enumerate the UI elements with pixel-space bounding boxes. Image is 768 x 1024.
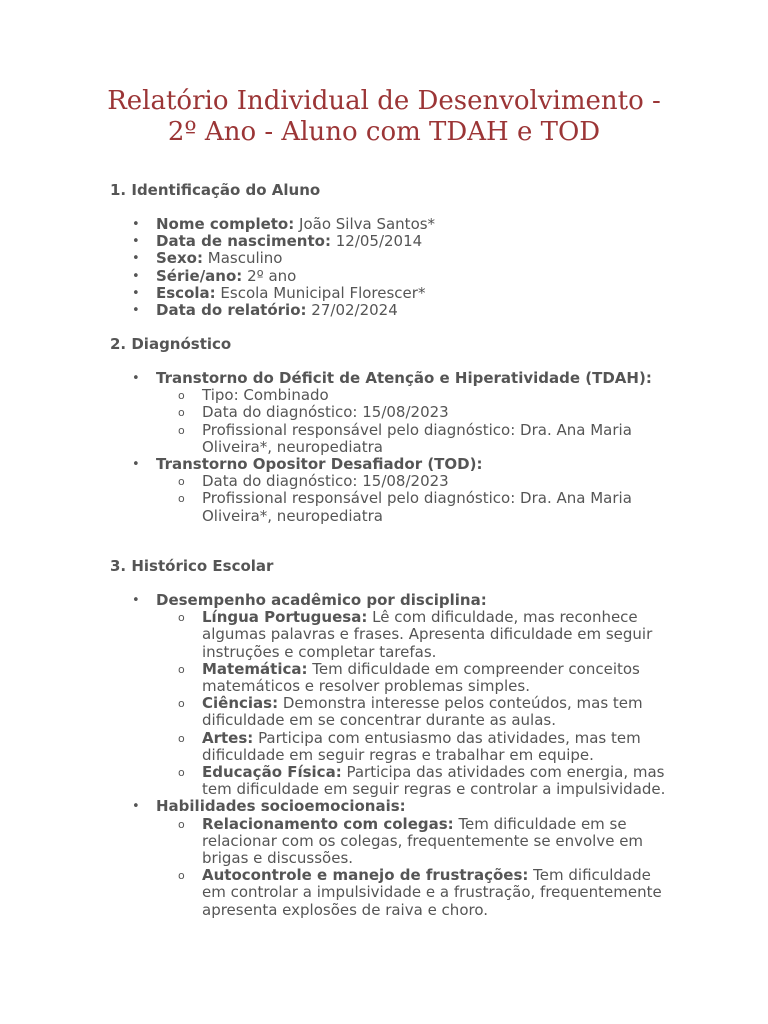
page-title: Relatório Individual de Desenvolvimento - 2º Ano - Aluno com TDAH e TOD — [107, 86, 661, 147]
skill-label: Autocontrole e manejo de frustrações: — [202, 866, 529, 885]
field-value: Masculino — [207, 249, 283, 268]
group-label-academic: Desempenho acadêmico por disciplina: — [156, 591, 487, 609]
sub-list — [156, 473, 670, 525]
list-item — [110, 233, 670, 250]
diagnosis-list — [110, 370, 670, 525]
field-value: 27/02/2024 — [311, 301, 398, 320]
field-value: 12/05/2014 — [335, 232, 423, 251]
history-list — [110, 592, 670, 919]
field-label: Nome completo: — [156, 215, 295, 233]
sub-list-item — [156, 867, 670, 919]
subject-label: Educação Física: — [202, 763, 342, 782]
sub-list-item — [156, 764, 670, 798]
list-item — [110, 592, 670, 798]
subject-label: Artes: — [202, 728, 254, 747]
sub-list — [156, 609, 670, 798]
field-value: João Silva Santos* — [299, 215, 436, 233]
list-item — [110, 268, 670, 285]
sub-list-item: o Profissional responsável pelo diagnóstico: Dra. Ana Maria Oliveira*, neuropediatra — [156, 490, 670, 524]
sub-list-item — [156, 695, 670, 729]
subject-text: Lê com dificuldade, mas reconhece algumas palavras e frases. Apresenta dificuldade em seguir instruções e completar tarefas. — [202, 608, 653, 661]
sub-list-item — [156, 730, 670, 764]
subject-text: Tem dificuldade em compreender conceitos matemáticos e resolver problemas simples. — [202, 659, 640, 696]
sub-list-item: o Profissional responsável pelo diagnóstico: Dra. Ana Maria Oliveira*, neuropediatra — [156, 422, 670, 456]
field-value: Escola Municipal Florescer* — [220, 283, 426, 302]
section-heading-identificacao: 1. Identificação do Aluno — [110, 181, 321, 199]
list-item — [110, 216, 670, 233]
list-item — [110, 302, 670, 319]
field-label: Sexo: — [156, 249, 203, 268]
field-label: Escola: — [156, 283, 216, 302]
section-heading-historico: 3. Histórico Escolar — [110, 557, 274, 575]
list-item — [110, 798, 670, 918]
list-item — [110, 285, 670, 302]
skill-text: Tem dificuldade em controlar a impulsividade e a frustração, frequentemente apresenta explosões de raiva e choro. — [202, 866, 662, 919]
diagnosis-label-tdah: Transtorno do Déficit de Atenção e Hiperatividade (TDAH): — [156, 369, 652, 387]
subject-text: Participa das atividades com energia, mas tem dificuldade em seguir regras e controlar a impulsividade. — [202, 763, 666, 799]
skill-label: Relacionamento com colegas: — [202, 814, 454, 833]
list-item — [110, 456, 670, 525]
group-label-socio: Habilidades socioemocionais: — [156, 797, 406, 816]
field-label: Data de nascimento: — [156, 232, 331, 251]
field-value: 2º ano — [247, 266, 297, 285]
sub-list-item: o Data do diagnóstico: 15/08/2023 — [156, 404, 670, 421]
skill-text: Tem dificuldade em se relacionar com os colegas, frequentemente se envolve em brigas e discussões. — [202, 814, 644, 868]
section-heading-diagnostico: 2. Diagnóstico — [110, 335, 232, 353]
subject-label: Matemática: — [202, 659, 308, 678]
sub-list-item: o Data do diagnóstico: 15/08/2023 — [156, 473, 670, 490]
sub-list — [156, 816, 670, 919]
sub-list — [156, 387, 670, 456]
subject-label: Língua Portuguesa: — [202, 608, 368, 627]
sub-list-item — [156, 609, 670, 661]
list-item — [110, 250, 670, 267]
field-label: Série/ano: — [156, 266, 243, 285]
field-label: Data do relatório: — [156, 301, 307, 320]
sub-list-item: o Tipo: Combinado — [156, 387, 670, 404]
subject-text: Participa com entusiasmo das atividades, mas tem dificuldade em seguir regras e trabalhar em equipe. — [202, 728, 641, 764]
subject-label: Ciências: — [202, 694, 279, 713]
sub-list-item — [156, 816, 670, 868]
subject-text: Demonstra interesse pelos conteúdos, mas tem dificuldade em se concentrar durante as aulas. — [202, 694, 643, 730]
diagnosis-label-tod: Transtorno Opositor Desafiador (TOD): — [156, 455, 483, 474]
identification-list — [110, 216, 670, 319]
list-item — [110, 370, 670, 456]
sub-list-item — [156, 661, 670, 695]
